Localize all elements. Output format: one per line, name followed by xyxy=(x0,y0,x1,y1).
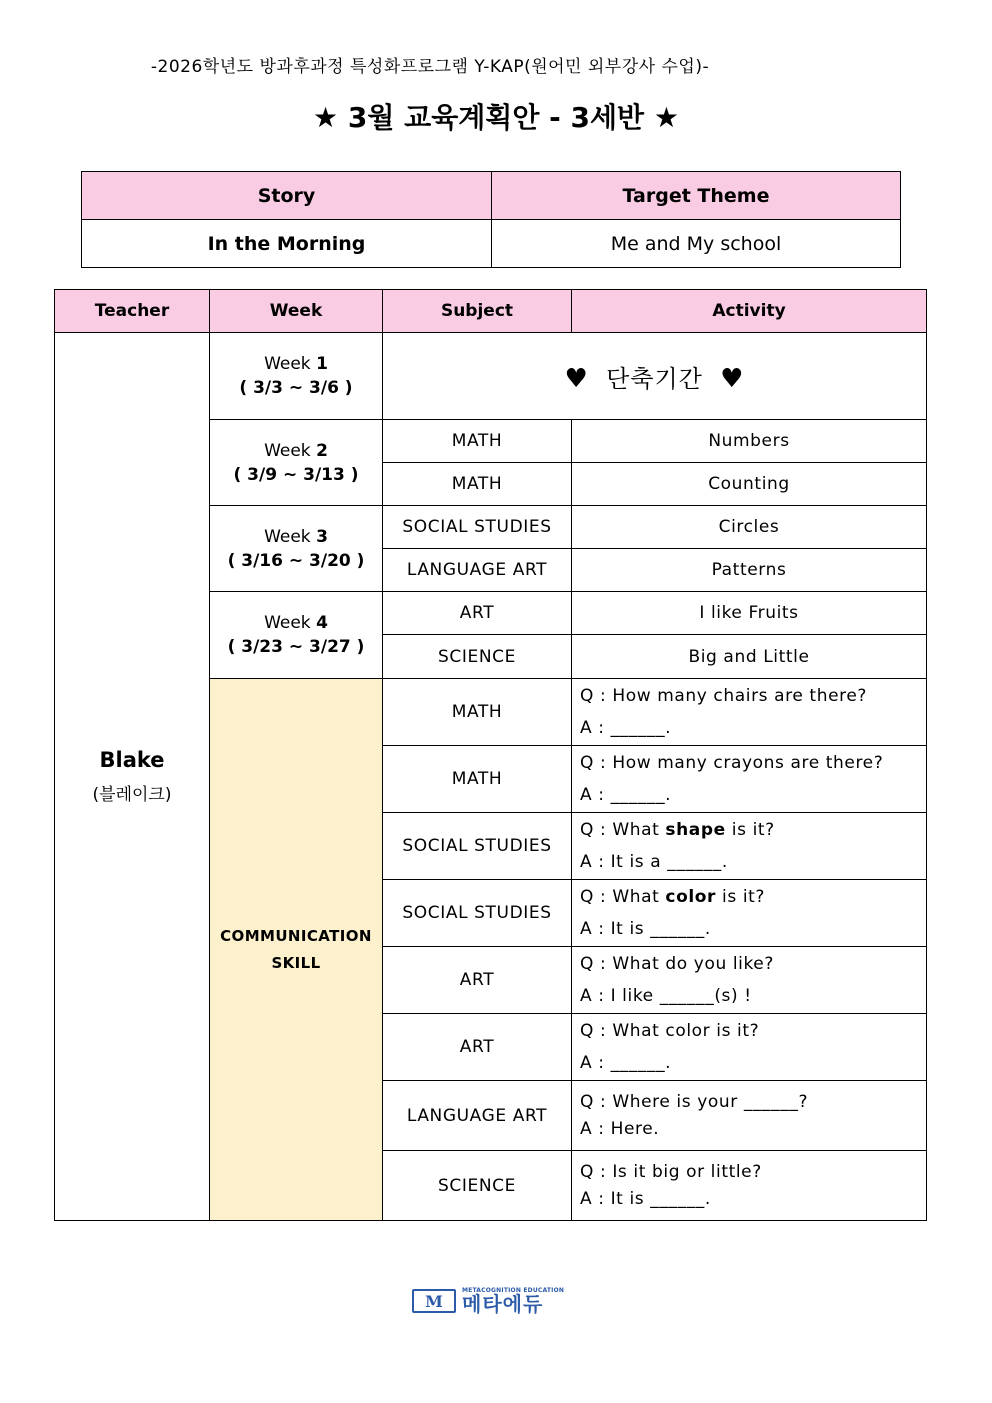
answer-text: A : I like ______(s) ! xyxy=(580,986,752,1006)
question-text: Q : How many chairs are there? xyxy=(580,686,868,706)
activity-cell: Counting xyxy=(572,463,927,506)
activity-header: Activity xyxy=(572,290,927,333)
question-text: Q : What color is it? xyxy=(580,887,766,907)
target-theme-value: Me and My school xyxy=(492,220,901,268)
heart-icon: ♥ xyxy=(564,363,589,394)
week-number: 2 xyxy=(316,440,328,461)
meta-edu-logo xyxy=(412,1287,572,1315)
qa-cell xyxy=(572,947,927,1014)
teacher-name: Blake xyxy=(99,748,165,772)
activity-cell: Numbers xyxy=(572,420,927,463)
week-label: Week xyxy=(264,526,317,547)
answer-text: A : ______. xyxy=(580,718,672,738)
subject-cell: LANGUAGE ART xyxy=(383,549,572,592)
document-subtitle: -2026학년도 방과후과정 특성화프로그램 Y-KAP(원어민 외부강사 수업)- xyxy=(150,57,710,77)
story-value: In the Morning xyxy=(82,220,492,268)
heart-icon: ♥ xyxy=(720,363,745,394)
activity-cell: Patterns xyxy=(572,549,927,592)
question-text: Q : How many crayons are there? xyxy=(580,753,884,773)
qa-cell xyxy=(572,1014,927,1081)
subject-cell: ART xyxy=(383,1014,572,1081)
story-header: Story xyxy=(82,172,492,220)
table-header-row xyxy=(55,290,927,333)
subject-cell: SOCIAL STUDIES xyxy=(383,880,572,947)
subject-cell: ART xyxy=(383,947,572,1014)
answer-text: A : It is a ______. xyxy=(580,852,728,872)
week-range: ( 3/3 ~ 3/6 ) xyxy=(239,378,353,398)
week-label: Week xyxy=(264,613,317,633)
subject-header: Subject xyxy=(383,290,572,333)
question-text: Q : What shape is it? xyxy=(580,820,775,840)
qa-cell xyxy=(572,1081,927,1151)
week-1-cell xyxy=(210,333,383,420)
answer-text: A : It is ______. xyxy=(580,919,711,939)
subject-cell: ART xyxy=(383,592,572,635)
week-range: ( 3/16 ~ 3/20 ) xyxy=(227,550,365,571)
answer-text: A : Here. xyxy=(580,1118,660,1139)
week-number: 3 xyxy=(316,526,328,547)
subject-cell: MATH xyxy=(383,463,572,506)
table-row xyxy=(55,333,927,420)
answer-text: A : It is ______. xyxy=(580,1188,711,1209)
activity-cell: Circles xyxy=(572,506,927,549)
week-number: 4 xyxy=(316,613,328,633)
skill-label: SKILL xyxy=(271,953,321,972)
teacher-header: Teacher xyxy=(55,290,210,333)
question-text: Q : What do you like? xyxy=(580,954,774,974)
qa-cell xyxy=(572,813,927,880)
teacher-cell xyxy=(55,333,210,1221)
subject-cell: SCIENCE xyxy=(383,1151,572,1221)
answer-text: A : ______. xyxy=(580,1053,672,1073)
logo-main-text: 메타에듀 xyxy=(462,1292,544,1316)
week-label: Week xyxy=(264,440,317,461)
answer-text: A : ______. xyxy=(580,785,672,805)
target-theme-header: Target Theme xyxy=(492,172,901,220)
story-theme-table xyxy=(81,171,901,268)
document-title: ★ 3월 교육계획안 - 3세반 ★ xyxy=(313,101,679,134)
subject-cell: SOCIAL STUDIES xyxy=(383,506,572,549)
lesson-plan-table xyxy=(54,289,927,1221)
question-text: Q : Where is your ______? xyxy=(580,1091,809,1112)
week-label: Week xyxy=(264,354,317,374)
subject-cell: MATH xyxy=(383,420,572,463)
subject-cell: SOCIAL STUDIES xyxy=(383,813,572,880)
week-header: Week xyxy=(210,290,383,333)
teacher-name-korean: (블레이크) xyxy=(92,785,172,805)
communication-label: COMMUNICATION xyxy=(220,926,372,945)
week-range: ( 3/9 ~ 3/13 ) xyxy=(233,464,359,485)
week-range: ( 3/23 ~ 3/27 ) xyxy=(227,637,365,657)
subject-cell: LANGUAGE ART xyxy=(383,1081,572,1151)
subject-cell: MATH xyxy=(383,746,572,813)
logo-small-text: METACOGNITION EDUCATION xyxy=(462,1287,565,1294)
special-period-cell xyxy=(383,333,927,420)
week-2-cell xyxy=(210,420,383,506)
week-number: 1 xyxy=(316,354,328,374)
week-4-cell xyxy=(210,592,383,679)
special-period-text: 단축기간 xyxy=(606,364,703,393)
week-3-cell xyxy=(210,506,383,592)
logo-mark: M xyxy=(412,1289,456,1313)
qa-cell xyxy=(572,746,927,813)
communication-skill-cell xyxy=(210,679,383,1221)
subject-cell: SCIENCE xyxy=(383,635,572,679)
question-text: Q : What color is it? xyxy=(580,1021,760,1041)
qa-cell xyxy=(572,1151,927,1221)
question-text: Q : Is it big or little? xyxy=(580,1161,762,1182)
activity-cell: I like Fruits xyxy=(572,592,927,635)
activity-cell: Big and Little xyxy=(572,635,927,679)
subject-cell: MATH xyxy=(383,679,572,746)
qa-cell xyxy=(572,679,927,746)
qa-cell xyxy=(572,880,927,947)
